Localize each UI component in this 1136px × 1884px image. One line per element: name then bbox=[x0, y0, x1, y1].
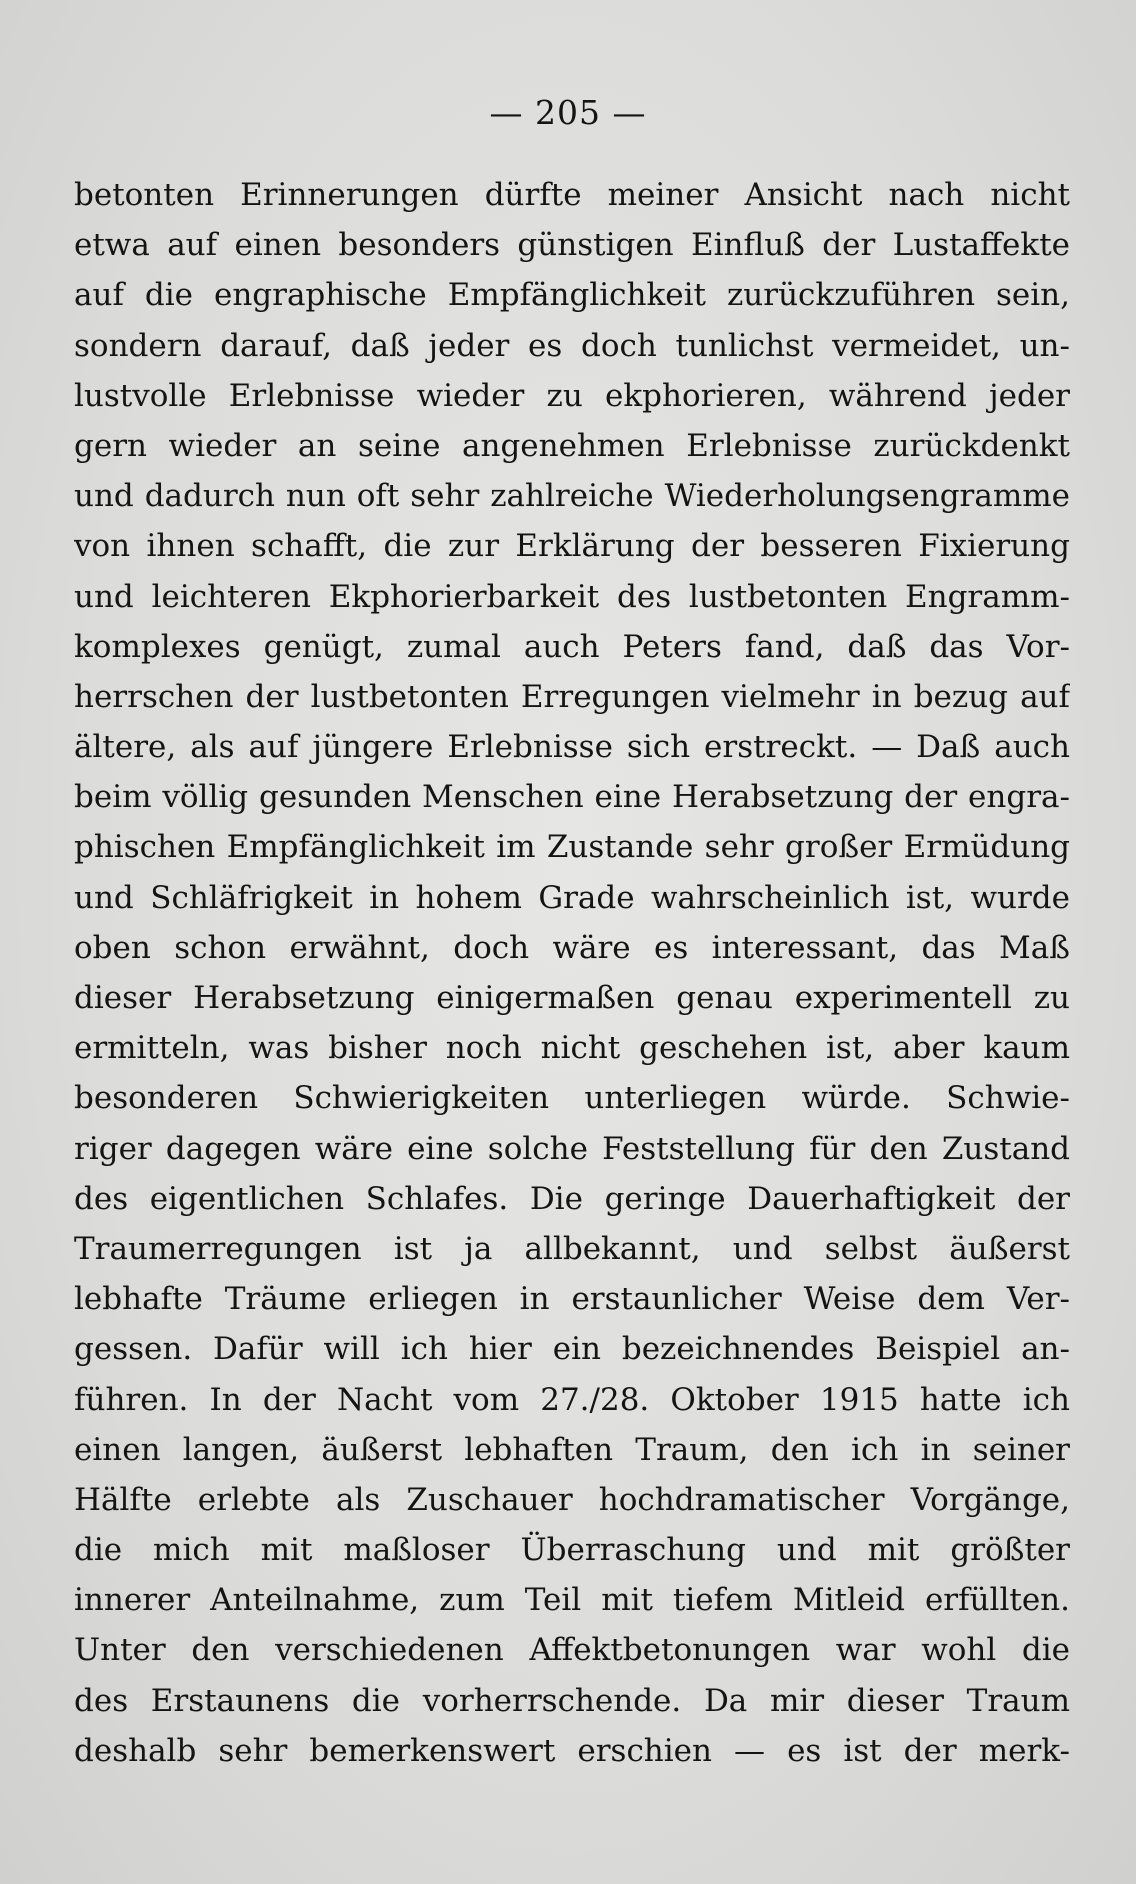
text-line: führen. In der Nacht vom 27./28. Oktober 1915 hatte ich bbox=[74, 1381, 1070, 1418]
text-line: dieser Herabsetzung einigermaßen genau experimentell zu bbox=[74, 980, 1070, 1016]
text-line: des eigentlichen Schlafes. Die geringe Dauerhaftigkeit der bbox=[74, 1180, 1070, 1217]
text-line: deshalb sehr bemerkenswert erschien — es ist der merk- bbox=[74, 1732, 1070, 1769]
text-line: gern wieder an seine angenehmen Erlebnisse zurückdenkt bbox=[74, 427, 1070, 464]
text-line: ältere, als auf jüngere Erlebnisse sich erstreckt. — Daß auch bbox=[74, 729, 1070, 766]
text-line: Unter den verschiedenen Affektbetonungen war wohl die bbox=[74, 1632, 1070, 1669]
text-line: ermitteln, was bisher noch nicht geschehen ist, aber kaum bbox=[74, 1030, 1070, 1067]
text-line: betonten Erinnerungen dürfte meiner Ansicht nach nicht bbox=[74, 177, 1070, 213]
body-text bbox=[74, 170, 1070, 1776]
text-line: riger dagegen wäre eine solche Feststellung für den Zustand bbox=[74, 1130, 1070, 1167]
text-line: und dadurch nun oft sehr zahlreiche Wiederholungsengramme bbox=[74, 478, 1070, 515]
text-line: einen langen, äußerst lebhaften Traum, den ich in seiner bbox=[74, 1431, 1070, 1468]
text-line: komplexes genügt, zumal auch Peters fand, daß das Vor- bbox=[74, 628, 1070, 665]
text-line: die mich mit maßloser Überraschung und mit größter bbox=[74, 1532, 1070, 1569]
text-line: innerer Anteilnahme, zum Teil mit tiefem Mitleid erfüllten. bbox=[74, 1582, 1070, 1619]
text-line: phischen Empfänglichkeit im Zustande sehr großer Ermüdung bbox=[74, 829, 1070, 866]
text-line: lebhafte Träume erliegen in erstaunlicher Weise dem Ver- bbox=[74, 1281, 1070, 1318]
page-number: — 205 — bbox=[489, 93, 647, 132]
text-line: lustvolle Erlebnisse wieder zu ekphorieren, während jeder bbox=[74, 377, 1070, 414]
text-line: und Schläfrigkeit in hohem Grade wahrscheinlich ist, wurde bbox=[74, 879, 1070, 916]
text-line: besonderen Schwierigkeiten unterliegen würde. Schwie- bbox=[74, 1080, 1070, 1117]
text-line: herrschen der lustbetonten Erregungen vielmehr in bezug auf bbox=[74, 678, 1070, 715]
text-line: Hälfte erlebte als Zuschauer hochdramatischer Vorgänge, bbox=[74, 1481, 1070, 1518]
text-line: gessen. Dafür will ich hier ein bezeichnendes Beispiel an- bbox=[74, 1331, 1070, 1368]
text-line: auf die engraphische Empfänglichkeit zurückzuführen sein, bbox=[74, 277, 1070, 314]
text-line: Traumerregungen ist ja allbekannt, und selbst äußerst bbox=[74, 1230, 1070, 1267]
text-line: etwa auf einen besonders günstigen Einfluß der Lustaffekte bbox=[74, 227, 1070, 264]
text-line: von ihnen schafft, die zur Erklärung der besseren Fixierung bbox=[74, 528, 1070, 565]
text-line: des Erstaunens die vorherrschende. Da mir dieser Traum bbox=[74, 1682, 1070, 1719]
text-line: und leichteren Ekphorierbarkeit des lustbetonten Engramm- bbox=[74, 578, 1070, 615]
text-line: sondern darauf, daß jeder es doch tunlichst vermeidet, un- bbox=[74, 327, 1070, 364]
text-line: oben schon erwähnt, doch wäre es interessant, das Maß bbox=[74, 929, 1070, 966]
text-line: beim völlig gesunden Menschen eine Herabsetzung der engra- bbox=[74, 779, 1070, 816]
